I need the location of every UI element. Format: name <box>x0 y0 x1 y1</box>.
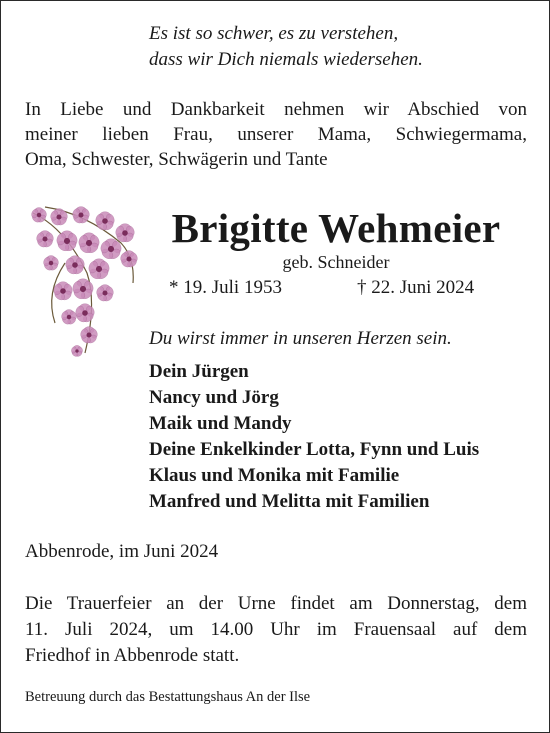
orchid-flower <box>87 259 110 281</box>
orchid-icon <box>25 203 143 359</box>
place-date: Abbenrode, im Juni 2024 <box>25 541 219 562</box>
verse-line-1: Es ist so schwer, es zu verstehen, <box>149 23 399 44</box>
orchid-flower <box>52 282 73 302</box>
maiden-name: geb. Schneider <box>282 252 390 272</box>
orchid-flower <box>94 212 115 232</box>
orchid-flower <box>72 207 91 225</box>
mourner-line: Dein Jürgen <box>149 361 249 382</box>
orchid-flower <box>120 251 139 269</box>
ceremony-line-3: Friedhof in Abbenrode statt. <box>25 645 240 666</box>
motto: Du wirst immer in unseren Herzen sein. <box>149 328 452 349</box>
orchid-flower <box>43 256 60 272</box>
mourner-line: Manfred und Melitta mit Familien <box>149 491 430 512</box>
orchid-flower <box>80 327 99 345</box>
verse <box>149 21 529 73</box>
orchid-flower <box>61 310 78 326</box>
birth-date: * 19. Juli 1953 <box>169 277 282 298</box>
intro-line-3: Oma, Schwester, Schwägerin und Tante <box>25 149 328 170</box>
orchid-flower <box>71 345 84 357</box>
orchid-flower <box>64 256 85 276</box>
mourners-list <box>149 359 529 515</box>
orchid-flower <box>31 208 48 224</box>
mourner-line: Nancy und Jörg <box>149 387 279 408</box>
orchid-flower <box>74 304 95 324</box>
mourner-line: Deine Enkelkinder Lotta, Fynn und Luis <box>149 439 480 460</box>
verse-line-2: dass wir Dich niemals wiedersehen. <box>149 49 423 70</box>
orchid-flower <box>96 285 115 303</box>
ceremony-info <box>25 591 527 669</box>
orchid-flower <box>55 231 78 253</box>
ceremony-line-1: Die Trauerfeier an der Urne findet am Donnerstag, dem <box>25 593 527 614</box>
intro-line-1: In Liebe und Dankbarkeit nehmen wir Abschied von <box>25 99 527 120</box>
mourner-line: Klaus und Monika mit Familie <box>149 465 400 486</box>
funeral-home: Betreuung durch das Bestattungshaus An der Ilse <box>25 689 311 705</box>
orchid-flower <box>77 233 100 255</box>
ceremony-line-2: 11. Juli 2024, um 14.00 Uhr im Frauensaal auf dem <box>25 619 527 640</box>
intro-line-2: meiner lieben Frau, unserer Mama, Schwiegermama, <box>25 124 527 145</box>
mourner-line: Maik und Mandy <box>149 413 292 434</box>
intro-text <box>25 97 527 172</box>
death-date: † 22. Juni 2024 <box>357 277 475 298</box>
deceased-name: Brigitte Wehmeier <box>171 205 501 251</box>
orchid-flower <box>36 231 55 249</box>
